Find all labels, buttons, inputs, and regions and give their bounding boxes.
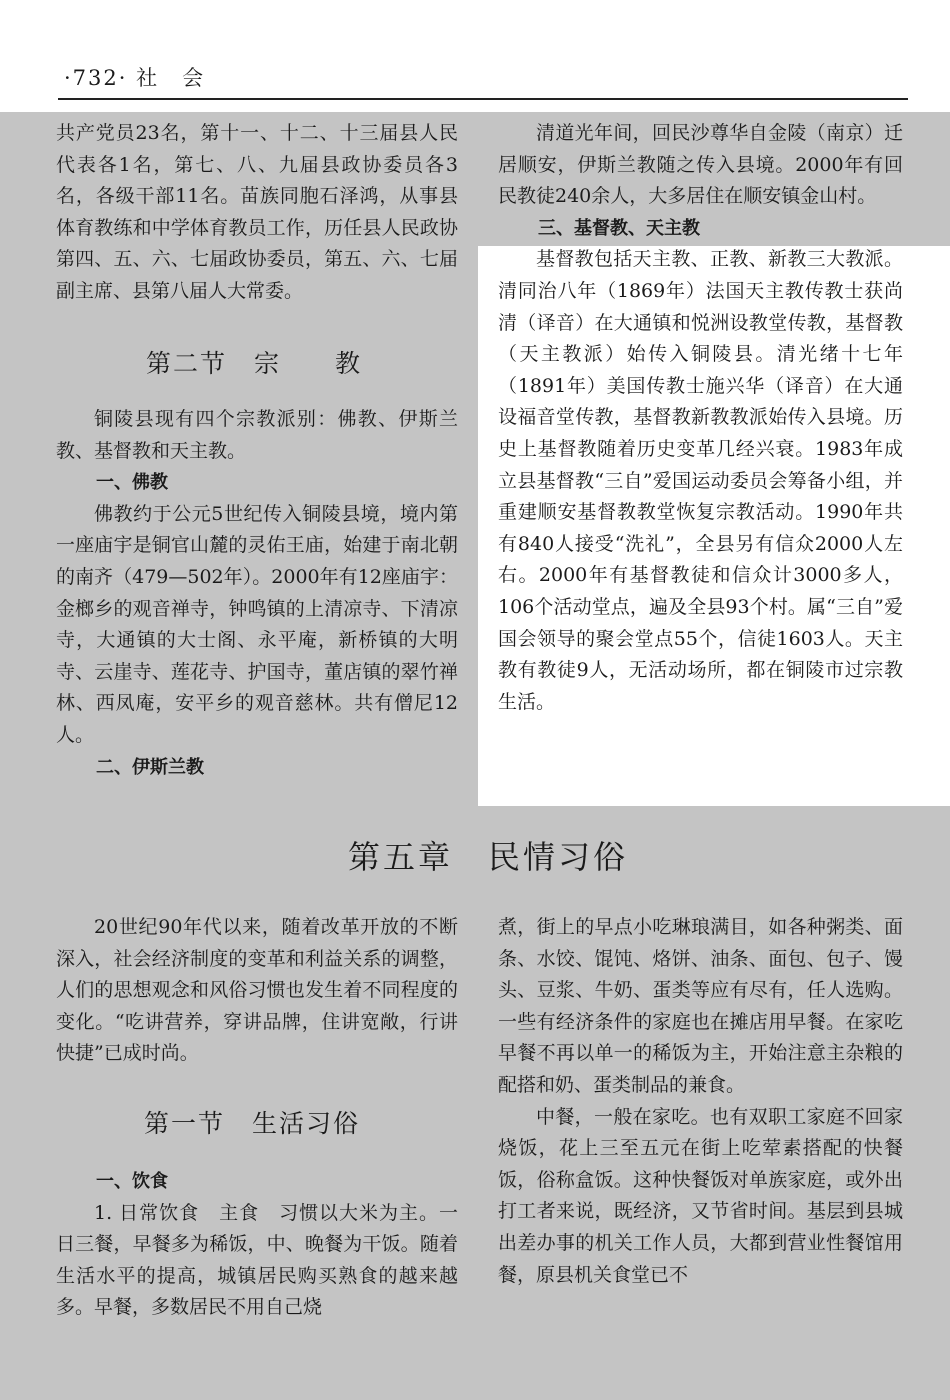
paragraph: 清道光年间，回民沙尊华自金陵（南京）迁居顺安，伊斯兰教随之传入县境。2000年有回民教徒240余人，大多居住在顺安镇金山村。	[498, 122, 903, 208]
paragraph: 煮，街上的早点小吃琳琅满目，如各种粥类、面条、水饺、馄饨、烙饼、油条、面包、包子、馒头、豆浆、牛奶、蛋类等应有尽有，任人选购。一些有经济条件的家庭也在摊店用早餐。在家吃早餐不再以单一的稀饭为主，开始注意主杂粮的配搭和奶、蛋类制品的兼食。	[498, 916, 903, 1096]
bottom-left-column	[56, 912, 458, 1070]
header-rule	[58, 98, 908, 100]
paragraph: 铜陵县现有四个宗教派别：佛教、伊斯兰教、基督教和天主教。	[56, 408, 458, 462]
top-right-column	[498, 118, 903, 718]
paragraph: 佛教约于公元5世纪传入铜陵县境，境内第一座庙宇是铜官山麓的灵佑王庙，始建于南北朝的南齐（479—502年）。2000年有12座庙宇：金榔乡的观音禅寺，钟鸣镇的上清凉寺、下清凉寺，大通镇的大士阁、永平庵，新桥镇的大明寺、云崖寺、莲花寺、护国寺，董店镇的翠竹禅林、西凤庵，安平乡的观音慈林。共有僧尼12人。	[56, 502, 458, 746]
page-number-label: ·732· 社 会	[64, 66, 206, 90]
subsection-heading: 二、伊斯兰教	[96, 756, 204, 778]
subsection-heading: 一、佛教	[96, 472, 168, 494]
chapter-title: 第五章 民情习俗	[348, 838, 629, 876]
section-title-religion: 第二节 宗 教	[146, 349, 363, 378]
paragraph: 1. 日常饮食 主食 习惯以大米为主。一日三餐，早餐多为稀饭，中、晚餐为干饭。随着生活水平的提高，城镇居民购买熟食的越来越多。早餐，多数居民不用自己烧	[56, 1201, 458, 1319]
paragraph: 20世纪90年代以来，随着改革开放的不断深入，社会经济制度的变革和利益关系的调整，人们的思想观念和风俗习惯也发生着不同程度的变化。“吃讲营养，穿讲品牌，住讲宽敞，行讲快捷”已成时尚。	[56, 916, 458, 1065]
subsection-heading: 一、饮食	[96, 1171, 168, 1192]
top-left-column	[56, 118, 458, 308]
bottom-left-column-2	[56, 1166, 458, 1324]
page-header	[0, 0, 950, 112]
bottom-right-column	[498, 912, 903, 1291]
paragraph: 基督教包括天主教、正教、新教三大教派。清同治八年（1869年）法国天主教传教士获尚清（译音）在大通镇和悦洲设教堂传教，基督教（天主教派）始传入铜陵县。清光绪十七年（1891年）美国传教士施兴华（译音）在大通设福音堂传教，基督教新教教派始传入县境。历史上基督教随着历史变革几经兴衰。1983年成立县基督教“三自”爱国运动委员会筹备小组，并重建顺安基督教教堂恢复宗教活动。1990年共有840人接受“洗礼”，全县另有信众2000人左右。2000年有基督教徒和信众计3000多人，106个活动堂点，遍及全县93个村。属“三自”爱国会领导的聚会堂点55个，信徒1603人。天主教有教徒9人，无活动场所，都在铜陵市过宗教生活。	[498, 248, 903, 713]
paragraph: 中餐，一般在家吃。也有双职工家庭不回家烧饭，花上三至五元在街上吃荤素搭配的快餐饭，俗称盒饭。这种快餐饭对单族家庭，或外出打工者来说，既经济，又节省时间。基层到县城出差办事的机关工作人员，大都到营业性餐馆用餐，原县机关食堂已不	[498, 1105, 903, 1286]
paragraph: 共产党员23名，第十一、十二、十三届县人民代表各1名，第七、八、九届县政协委员各3名，各级干部11名。苗族同胞石泽鸿，从事县体育教练和中学体育教员工作，历任县人民政协第四、五、六、七届政协委员，第五、六、七届副主席、县第八届人大常委。	[56, 122, 458, 302]
top-left-column-2	[56, 404, 458, 783]
section-title-life-customs: 第一节 生活习俗	[144, 1109, 361, 1138]
subsection-heading: 三、基督教、天主教	[538, 217, 700, 239]
